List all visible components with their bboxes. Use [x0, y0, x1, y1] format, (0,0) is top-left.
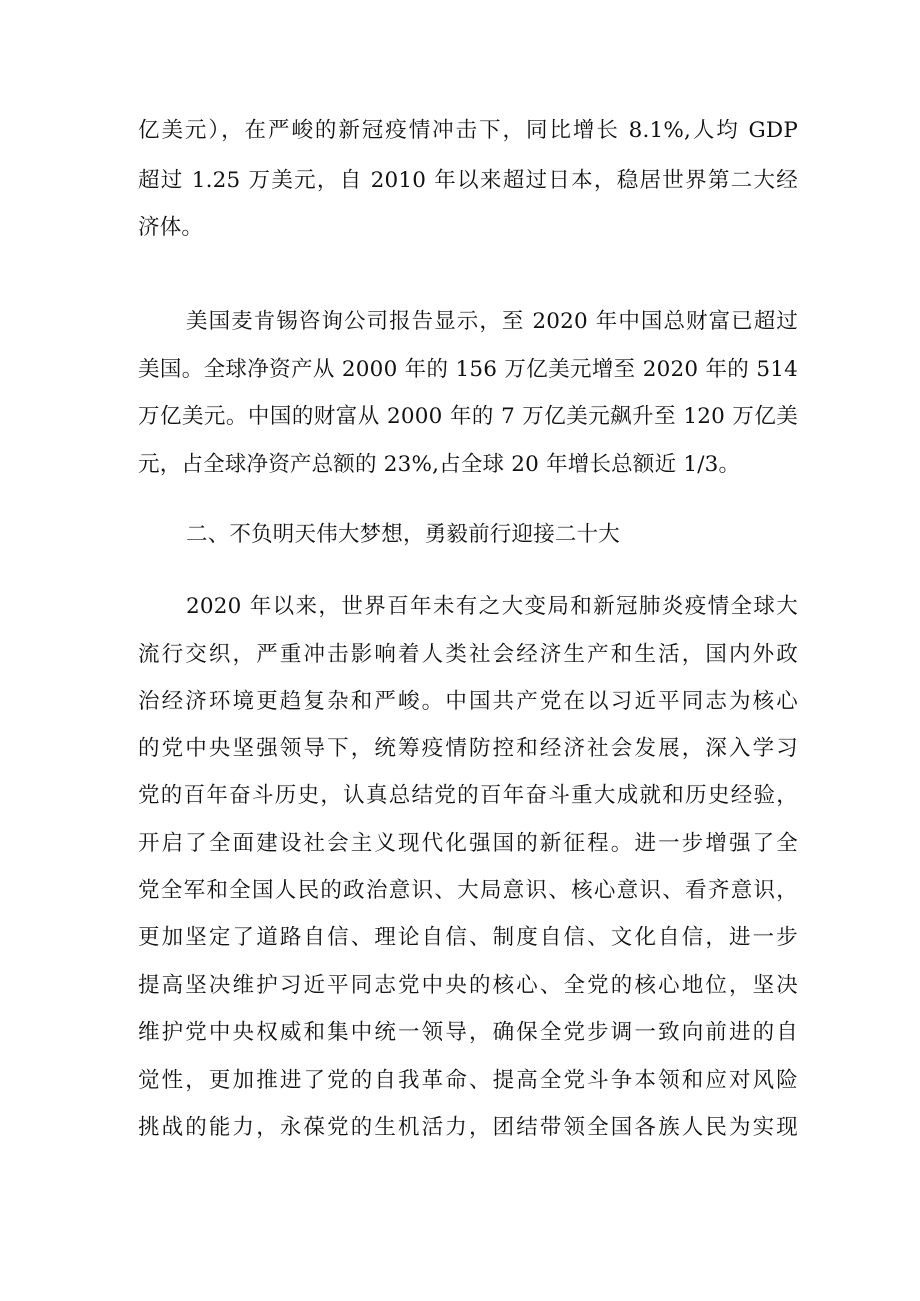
paragraph-3-line-2: 流行交织，严重冲击影响着人类社会经济生产和生活，国内外政 [138, 642, 798, 667]
paragraph-3-line-3: 治经济环境更趋复杂和严峻。中国共产党在以习近平同志为核心 [138, 689, 798, 714]
section-heading: 二、不负明天伟大梦想，勇毅前行迎接二十大 [186, 522, 621, 547]
paragraph-3-line-11: 觉性，更加推进了党的自我革命、提高全党斗争本领和应对风险 [138, 1068, 798, 1093]
paragraph-1-line-3: 济体。 [138, 215, 204, 240]
paragraph-2-line-3: 万亿美元。中国的财富从 2000 年的 7 万亿美元飙升至 120 万亿美 [138, 404, 798, 429]
paragraph-1-line-2: 超过 1.25 万美元，自 2010 年以来超过日本，稳居世界第二大经 [138, 168, 798, 193]
paragraph-3-line-5: 党的百年奋斗历史，认真总结党的百年奋斗重大成就和历史经验， [138, 783, 798, 808]
paragraph-2-line-2: 美国。全球净资产从 2000 年的 156 万亿美元增至 2020 年的 514 [138, 357, 798, 382]
paragraph-3-line-9: 提高坚决维护习近平同志党中央的核心、全党的核心地位，坚决 [138, 973, 798, 998]
paragraph-1-line-1: 亿美元），在严峻的新冠疫情冲击下，同比增长 8.1%,人均 GDP [138, 118, 798, 143]
paragraph-3-line-6: 开启了全面建设社会主义现代化强国的新征程。进一步增强了全 [138, 831, 798, 856]
paragraph-3-line-12: 挑战的能力，永葆党的生机活力，团结带领全国各族人民为实现 [138, 1115, 798, 1140]
paragraph-3-line-8: 更加坚定了道路自信、理论自信、制度自信、文化自信，进一步 [138, 925, 798, 950]
paragraph-3-line-7: 党全军和全国人民的政治意识、大局意识、核心意识、看齐意识， [138, 878, 798, 903]
paragraph-3-line-10: 维护党中央权威和集中统一领导，确保全党步调一致向前进的自 [138, 1020, 798, 1045]
paragraph-3-line-1: 2020 年以来，世界百年未有之大变局和新冠肺炎疫情全球大 [186, 594, 798, 619]
paragraph-2-line-1: 美国麦肯锡咨询公司报告显示，至 2020 年中国总财富已超过 [186, 309, 798, 334]
paragraph-2-line-4: 元，占全球净资产总额的 23%,占全球 20 年增长总额近 1/3。 [138, 452, 741, 477]
paragraph-3-line-4: 的党中央坚强领导下，统筹疫情防控和经济社会发展，深入学习 [138, 736, 798, 761]
